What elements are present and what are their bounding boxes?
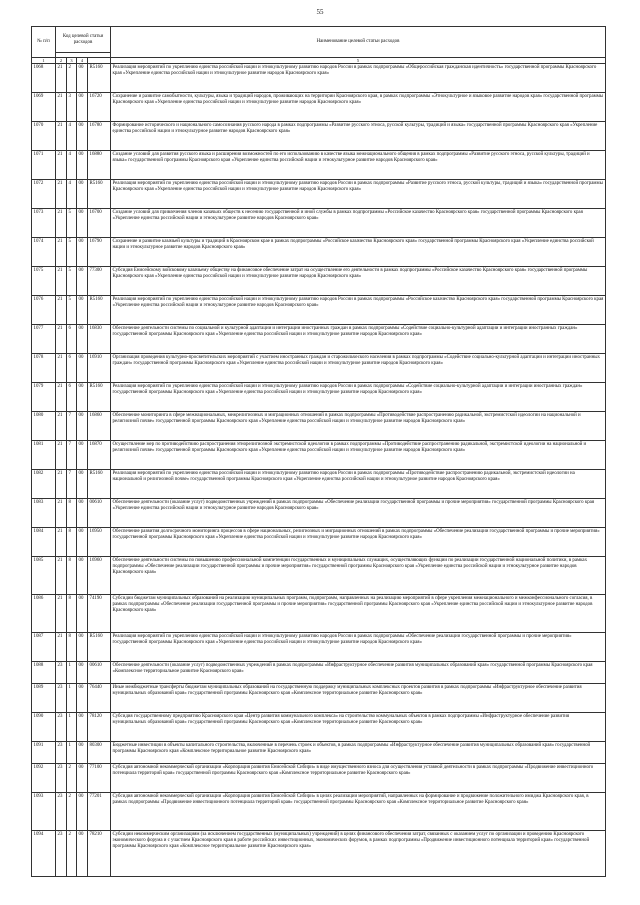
code-program: 21	[56, 296, 67, 325]
code-program: 21	[56, 267, 67, 296]
row-number: 1088	[32, 662, 56, 684]
code-program: 23	[56, 793, 67, 831]
code-group: 00	[77, 742, 88, 764]
code-group: 00	[77, 764, 88, 793]
row-number: 1068	[32, 64, 56, 93]
code-group: 00	[77, 64, 88, 93]
code-program: 21	[56, 528, 67, 557]
row-number: 1091	[32, 742, 56, 764]
code-program: 21	[56, 209, 67, 238]
table-row	[32, 742, 606, 764]
code-group: 00	[77, 831, 88, 877]
code-direction: 00610	[88, 499, 111, 528]
article-name: Обеспечение развития долгосрочного мониторинга процессов в сфере национальных, религиозных и миграционных отношений в рамках подпрограммы «Обеспечение реализации государственной программы и прочие мероприятия» государственной программы Красноярского края «Укрепление единства российской нации и этнокультурное развитие народов Красноярского края»	[111, 528, 606, 557]
article-name: Реализация мероприятий по укреплению единства российской нации и этнокультурному развитию народов России в рамках подпрограммы «Содействие социально-культурной адаптации и интеграции иностранных граждан» государственной программы Красноярского края «Укрепление единства российской нации и этнокультурное развитие народов Красноярского края»	[111, 383, 606, 412]
row-number: 1072	[32, 180, 56, 209]
code-subprogram: 3	[67, 93, 77, 122]
code-subprogram: 5	[67, 267, 77, 296]
code-program: 21	[56, 595, 67, 633]
row-number: 1073	[32, 209, 56, 238]
code-direction: 16950	[88, 528, 111, 557]
page-number: 55	[316, 8, 324, 16]
row-number: 1083	[32, 499, 56, 528]
code-subprogram: 8	[67, 557, 77, 595]
code-subprogram: 2	[67, 764, 77, 793]
code-subprogram: 6	[67, 354, 77, 383]
article-name: Обеспечение мониторинга в сфере межнациональных, межрелигиозных и миграционных отношений в рамках подпрограммы «Противодействие распространению радикальной, экстремистской идеологии на национальной и религиозной почве» государственной программы Красноярского края «Укрепление единства российской нации и этнокультурное развитие народов Красноярского края»	[111, 412, 606, 441]
row-number: 1076	[32, 296, 56, 325]
table-row	[32, 633, 606, 662]
code-group: 00	[77, 383, 88, 412]
code-subprogram: 5	[67, 238, 77, 267]
code-program: 21	[56, 633, 67, 662]
row-number: 1077	[32, 325, 56, 354]
code-program: 23	[56, 742, 67, 764]
table-row	[32, 267, 606, 296]
code-direction: 74190	[88, 595, 111, 633]
code-direction: 16700	[88, 209, 111, 238]
code-direction: R5160	[88, 470, 111, 499]
code-group: 00	[77, 557, 88, 595]
table-row	[32, 557, 606, 595]
code-program: 21	[56, 325, 67, 354]
row-number: 1084	[32, 528, 56, 557]
code-program: 21	[56, 441, 67, 470]
code-subprogram: 2	[67, 831, 77, 877]
code-group: 00	[77, 793, 88, 831]
code-subprogram: 8	[67, 528, 77, 557]
code-subprogram: 8	[67, 595, 77, 633]
article-name: Сохранение и развитие казачьей культуры и традиций в Красноярском крае в рамках подпрограммы «Российское казачество Красноярского края» государственной программы Красноярского края «Укрепление единства российской нации и этнокультурное развитие народов Красноярского края»	[111, 238, 606, 267]
code-program: 21	[56, 412, 67, 441]
table-row	[32, 209, 606, 238]
table-row	[32, 151, 606, 180]
article-name: Обеспечение деятельности системы по социальной и культурной адаптации и интеграции иностранных граждан в рамках подпрограммы «Содействие социально-культурной адаптации и интеграции иностранных граждан» государственной программы Красноярского края «Укрепление единства российской нации и этнокультурное развитие народов Красноярского края»	[111, 325, 606, 354]
code-group: 00	[77, 528, 88, 557]
header-num-5: 5	[111, 58, 606, 64]
code-group: 00	[77, 684, 88, 713]
code-subprogram: 6	[67, 383, 77, 412]
code-direction: 77300	[88, 267, 111, 296]
code-group: 00	[77, 296, 88, 325]
code-group: 00	[77, 180, 88, 209]
code-group: 00	[77, 633, 88, 662]
row-number: 1081	[32, 441, 56, 470]
code-group: 00	[77, 595, 88, 633]
code-direction: 16720	[88, 93, 111, 122]
code-group: 00	[77, 325, 88, 354]
code-group: 00	[77, 122, 88, 151]
table-row	[32, 93, 606, 122]
code-group: 00	[77, 441, 88, 470]
row-number: 1069	[32, 93, 56, 122]
table-row	[32, 64, 606, 93]
row-number: 1087	[32, 633, 56, 662]
table-row	[32, 793, 606, 831]
row-number: 1090	[32, 713, 56, 742]
code-group: 00	[77, 151, 88, 180]
table-body	[32, 64, 606, 877]
row-number: 1092	[32, 764, 56, 793]
code-program: 21	[56, 354, 67, 383]
code-group: 00	[77, 412, 88, 441]
header-num-1: 1	[32, 58, 56, 64]
code-program: 23	[56, 713, 67, 742]
article-name: Осуществление мер по противодействию распространения этнорелигиозной экстремистской идеологии в рамках подпрограммы «Противодействие распространению радикальной, экстремистской идеологии на национальной и религиозной почве» государственной программы Красноярского края «Укрепление единства российской нации и этнокультурное развитие народов Красноярского края»	[111, 441, 606, 470]
row-number: 1071	[32, 151, 56, 180]
code-direction: 16960	[88, 557, 111, 595]
article-name: Субсидия Енисейскому войсковому казачьему обществу на финансовое обеспечение затрат на осуществление его деятельности в рамках подпрограммы «Российское казачество Красноярского края» государственной программы Красноярского края «Укрепление единства российской нации и этнокультурное развитие народов Красноярского края»	[111, 267, 606, 296]
code-subprogram: 4	[67, 180, 77, 209]
row-number: 1079	[32, 383, 56, 412]
code-direction: 16780	[88, 122, 111, 151]
code-subprogram: 8	[67, 499, 77, 528]
header-name: Наименование целевой статьи расходов	[111, 27, 606, 58]
table-row	[32, 325, 606, 354]
code-direction: 78210	[88, 831, 111, 877]
code-direction: R5160	[88, 383, 111, 412]
target-articles-table	[31, 26, 606, 877]
article-name: Реализация мероприятий по укреплению единства российской нации и этнокультурному развитию народов России в рамках подпрограммы «Обеспечение реализации государственной программы и прочие мероприятия» государственной программы Красноярского края «Укрепление единства российской нации и этнокультурное развитие народов Красноярского края»	[111, 633, 606, 662]
code-direction: 80300	[88, 742, 111, 764]
table-row	[32, 383, 606, 412]
code-group: 00	[77, 470, 88, 499]
table-row	[32, 764, 606, 793]
table-row	[32, 528, 606, 557]
code-program: 21	[56, 64, 67, 93]
table-row	[32, 296, 606, 325]
code-subprogram: 1	[67, 742, 77, 764]
article-name: Обеспечение деятельности системы по повышению профессиональной компетенции государственных и муниципальных служащих, осуществляющих функции по реализации государственной национальной политики, в рамках подпрограммы «Обеспечение реализации государственной программы и прочие мероприятия» государственной программы Красноярского края «Укрепление единства российской нации и этнокультурное развитие народов Красноярского края»	[111, 557, 606, 595]
code-subprogram: 1	[67, 713, 77, 742]
code-group: 00	[77, 713, 88, 742]
row-number: 1086	[32, 595, 56, 633]
code-group: 00	[77, 209, 88, 238]
code-direction: 16870	[88, 441, 111, 470]
code-subprogram: 5	[67, 296, 77, 325]
article-name: Реализация мероприятий по укреплению единства российской нации и этнокультурному развитию народов России в рамках подпрограммы «Российское казачество Красноярского края» государственной программы Красноярского края «Укрепление единства российской нации и этнокультурное развитие народов Красноярского края»	[111, 296, 606, 325]
article-name: Реализация мероприятий по укреплению единства российской нации и этнокультурному развитию народов России в рамках подпрограммы «Развитие русского этноса, русской культуры, традиций и языка» государственной программы Красноярского края «Укрепление единства российской нации и этнокультурное развитие народов Красноярского края»	[111, 180, 606, 209]
row-number: 1075	[32, 267, 56, 296]
code-group: 00	[77, 499, 88, 528]
article-name: Формирование исторического и национального самосознания русского народа в рамках подпрограммы «Развитие русского этноса, русской культуры, традиций и языка» государственной программы Красноярского края «Укрепление единства российской нации и этнокультурное развитие народов Красноярского края»	[111, 122, 606, 151]
code-program: 21	[56, 122, 67, 151]
code-subprogram: 2	[67, 793, 77, 831]
table-row	[32, 412, 606, 441]
article-name: Создание условий для развития русского языка и расширения возможностей по его использованию в качестве языка межнационального общения в рамках подпрограммы «Развитие русского этноса, русской культуры, традиций и языка» государственной программы Красноярского края «Укрепление единства российской нации и этнокультурное развитие народов Красноярского края»	[111, 151, 606, 180]
code-subprogram: 7	[67, 412, 77, 441]
code-program: 23	[56, 764, 67, 793]
code-program: 21	[56, 557, 67, 595]
code-direction: 77201	[88, 793, 111, 831]
article-name: Бюджетные инвестиции в объекты капитального строительства, включенные в перечень строек и объектов, в рамках подпрограммы «Инфраструктурное обеспечение развития муниципальных образований края» государственной программы Красноярского края «Комплексное территориальное развитие Красноярского края»	[111, 742, 606, 764]
code-group: 00	[77, 93, 88, 122]
row-number: 1070	[32, 122, 56, 151]
code-direction: 16910	[88, 354, 111, 383]
code-direction: 00610	[88, 662, 111, 684]
row-number: 1085	[32, 557, 56, 595]
row-number: 1089	[32, 684, 56, 713]
code-subprogram: 4	[67, 151, 77, 180]
code-direction: 16830	[88, 325, 111, 354]
code-direction: 77100	[88, 764, 111, 793]
code-subprogram: 8	[67, 633, 77, 662]
row-number: 1074	[32, 238, 56, 267]
code-subprogram: 2	[67, 64, 77, 93]
code-subprogram: 7	[67, 470, 77, 499]
code-subprogram: 5	[67, 209, 77, 238]
article-name: Реализация мероприятий по укреплению единства российской нации и этнокультурному развитию народов России в рамках подпрограммы «Противодействие распространению радикальной, экстремистской идеологии на национальной и религиозной почве» государственной программы Красноярского края «Укрепление единства российской нации и этнокультурное развитие народов Красноярского края»	[111, 470, 606, 499]
table-row	[32, 441, 606, 470]
code-subprogram: 6	[67, 325, 77, 354]
code-direction: R5160	[88, 296, 111, 325]
code-program: 21	[56, 470, 67, 499]
code-program: 21	[56, 383, 67, 412]
article-name: Обеспечение деятельности (оказание услуг) подведомственных учреждений в рамках подпрограммы «Обеспечение реализации государственной программы и прочие мероприятия» государственной программы Красноярского края «Укрепление единства российской нации и этнокультурное развитие народов Красноярского края»	[111, 499, 606, 528]
article-name: Реализация мероприятий по укреплению единства российской нации и этнокультурному развитию народов России в рамках подпрограммы «Общероссийская гражданская идентичность» государственной программы Красноярского края «Укрепление единства российской нации и этнокультурное развитие народов Красноярского края»	[111, 64, 606, 93]
row-number: 1078	[32, 354, 56, 383]
code-direction: 76440	[88, 684, 111, 713]
table-row	[32, 499, 606, 528]
code-direction: R5160	[88, 633, 111, 662]
header-num-2: 2	[56, 58, 67, 64]
article-name: Иные межбюджетные трансферты бюджетам муниципальных образований на государственную поддержку муниципальных комплексных проектов развития в рамках подпрограммы «Инфраструктурное обеспечение развития муниципальных образований края» государственной программы Красноярского края «Комплексное территориальное развитие Красноярского края»	[111, 684, 606, 713]
code-program: 23	[56, 662, 67, 684]
code-program: 21	[56, 151, 67, 180]
code-group: 00	[77, 267, 88, 296]
article-name: Субсидия автономной некоммерческой организации «Корпорация развития Енисейской Сибири» в целях реализации мероприятий, направленных на формирование и продвижение положительного имиджа Красноярского края, в рамках подпрограммы «Продвижение инвестиционного потенциала территорий края» государственной программы Красноярского края «Комплексное территориальное развитие Красноярского края»	[111, 793, 606, 831]
article-name: Сохранение и развитие самобытности, культуры, языка и традиций народов, проживающих на территории Красноярского края, в рамках подпрограммы «Этнокультурное и языковое развитие народов края» государственной программы Красноярского края «Укрепление единства российской нации и этнокультурное развитие народов Красноярского края»	[111, 93, 606, 122]
table-row	[32, 470, 606, 499]
code-program: 23	[56, 684, 67, 713]
code-group: 00	[77, 354, 88, 383]
code-program: 21	[56, 180, 67, 209]
article-name: Субсидия автономной некоммерческой организации «Корпорация развития Енисейской Сибири» в виде имущественного взноса для осуществления уставной деятельности в рамках подпрограммы «Продвижение инвестиционного потенциала территорий края» государственной программы Красноярского края «Комплексное территориальное развитие Красноярского края»	[111, 764, 606, 793]
table-row	[32, 662, 606, 684]
article-name: Обеспечение деятельности (оказание услуг) подведомственных учреждений в рамках подпрограммы «Инфраструктурное обеспечение развития муниципальных образований края» государственной программы Красноярского края «Комплексное территориальное развитие Красноярского края»	[111, 662, 606, 684]
row-number: 1082	[32, 470, 56, 499]
code-direction: 16790	[88, 238, 111, 267]
code-program: 21	[56, 238, 67, 267]
table-row	[32, 354, 606, 383]
code-direction: R5160	[88, 180, 111, 209]
code-direction: 16880	[88, 151, 111, 180]
code-direction: 78120	[88, 713, 111, 742]
article-name: Организация проведения культурно-просветительских мероприятий с участием иностранных граждан и старожильческого населения в рамках подпрограммы «Содействие социально-культурной адаптации и интеграции иностранных граждан» государственной программы Красноярского края «Укрепление единства российской нации и этнокультурное развитие народов Красноярского края»	[111, 354, 606, 383]
header-num-4: 4	[77, 58, 88, 64]
code-group: 00	[77, 238, 88, 267]
code-subprogram: 4	[67, 122, 77, 151]
code-group: 00	[77, 662, 88, 684]
row-number: 1080	[32, 412, 56, 441]
row-number: 1093	[32, 793, 56, 831]
code-program: 21	[56, 499, 67, 528]
table-row	[32, 713, 606, 742]
code-program: 23	[56, 831, 67, 877]
table-row	[32, 684, 606, 713]
article-name: Субсидии некоммерческим организациям (за исключением государственных (муниципальных) учреждений) в целях финансового обеспечения затрат, связанных с оказанием услуг по организации и проведению Красноярского экономического форума и с участием Красноярского края в работе российских инвестиционных, экономических форумов, в рамках подпрограммы «Продвижение инвестиционного потенциала территорий края» государственной программы Красноярского края «Комплексное территориальное развитие Красноярского края»	[111, 831, 606, 877]
row-number: 1094	[32, 831, 56, 877]
header-code: Код целевой статьи расходов	[56, 27, 111, 53]
article-name: Субсидия государственному предприятию Красноярского края «Центр развития коммунального комплекса» на строительство коммунальных объектов в рамках подпрограммы «Инфраструктурное обеспечение развития муниципальных образований края» государственной программы Красноярского края «Комплексное территориальное развитие Красноярского края»	[111, 713, 606, 742]
table-row	[32, 831, 606, 877]
code-direction: R5160	[88, 64, 111, 93]
code-subprogram: 1	[67, 662, 77, 684]
table-row	[32, 238, 606, 267]
article-name: Создание условий для привлечения членов казачьих обществ к несению государственной и иной службы в рамках подпрограммы «Российское казачество Красноярского края» государственной программы Красноярского края «Укрепление единства российской нации и этнокультурное развитие народов Красноярского края»	[111, 209, 606, 238]
code-direction: 16860	[88, 412, 111, 441]
code-subprogram: 1	[67, 684, 77, 713]
table-row	[32, 180, 606, 209]
code-subprogram: 7	[67, 441, 77, 470]
header-num-3: 3	[67, 58, 77, 64]
header-no: № п/п	[32, 27, 56, 58]
code-program: 21	[56, 93, 67, 122]
table-row	[32, 122, 606, 151]
article-name: Субсидии бюджетам муниципальных образований на реализацию муниципальных программ, подпрограмм, направленных на реализацию мероприятий в сфере укрепления межнационального и межконфессионального согласия, в рамках подпрограммы «Обеспечение реализации государственной программы и прочие мероприятия» государственной программы Красноярского края «Укрепление единства российской нации и этнокультурное развитие народов Красноярского края»	[111, 595, 606, 633]
table-row	[32, 595, 606, 633]
